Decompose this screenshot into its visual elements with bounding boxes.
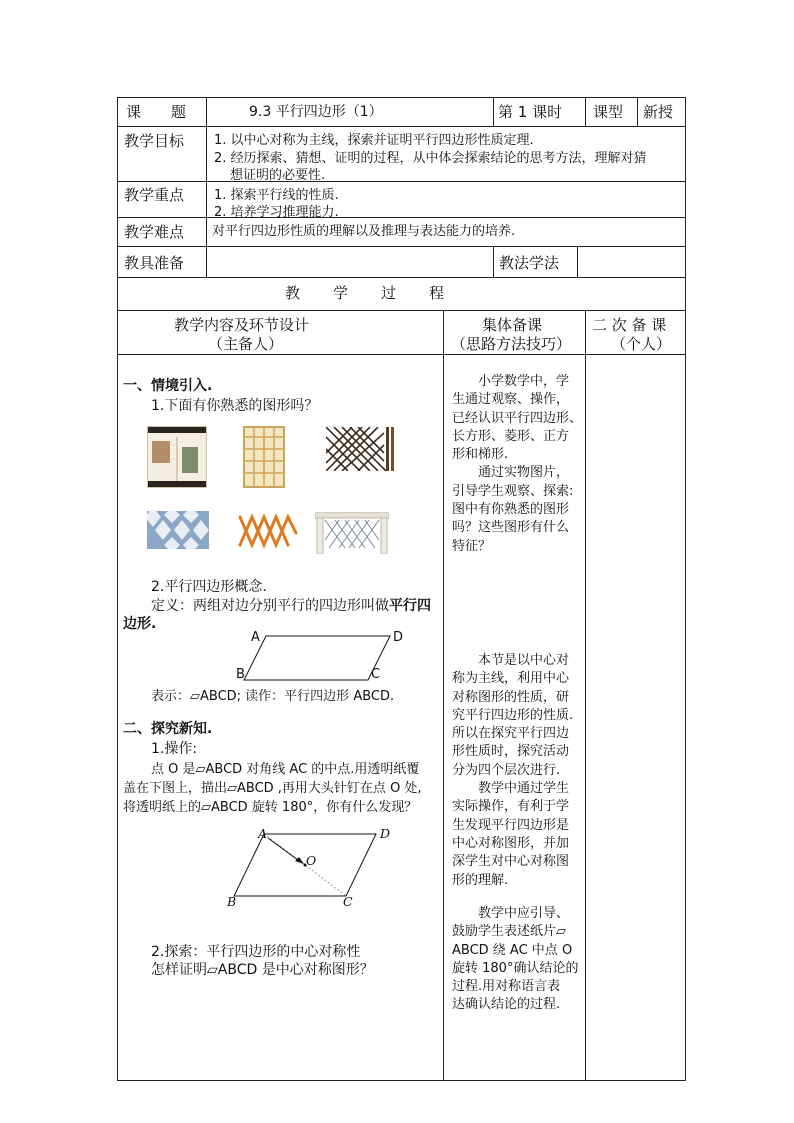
note-line: 究平行四边形的性质. — [452, 707, 574, 723]
wooden-crate-image — [242, 425, 286, 489]
expandable-lattice-image — [238, 513, 298, 549]
concept-title: 2.平行四边形概念. — [151, 579, 267, 595]
rot-vertex-c-label: C — [343, 894, 353, 909]
note-line: 引导学生观察、探索: — [452, 483, 574, 499]
note-line: 形性质时，探究活动 — [452, 744, 570, 760]
collective-note-2 — [452, 652, 584, 890]
definition-line-2: 边形. — [123, 616, 157, 632]
content-column-title: 教学内容及环节设计 — [174, 316, 310, 334]
note-line: 本节是以中心对 — [478, 653, 570, 668]
note-line: 特征？ — [452, 538, 492, 554]
note-line: 达确认结论的过程. — [452, 997, 561, 1013]
method-label: 教法学法 — [499, 254, 560, 272]
note-line: 形的理解. — [452, 872, 509, 888]
type-label: 课型 — [593, 103, 624, 121]
note-line: 深学生对中心对称图 — [452, 854, 570, 870]
rot-vertex-b-label: B — [227, 894, 237, 909]
difficulties-label: 教学难点 — [124, 223, 185, 241]
key-point-1: 1. 探索平行线的性质. — [214, 188, 339, 203]
definition-term: 平行四 — [389, 598, 431, 614]
process-title: 教 学 过 程 — [285, 284, 446, 302]
collective-note-1 — [452, 373, 584, 556]
rot-vertex-a-label: A — [258, 826, 268, 841]
explore-title: 2.探索：平行四边形的中心对称性 — [151, 944, 361, 960]
difficulties-text: 对平行四边形性质的理解以及推理与表达能力的培养. — [212, 224, 516, 239]
question-1: 1.下面有你熟悉的图形吗？ — [151, 398, 319, 414]
note-line: 分为四个层次进行. — [452, 762, 561, 778]
rotation-diagram — [224, 826, 394, 910]
note-line: 实际操作，有利于学 — [452, 799, 570, 815]
type-value: 新授 — [643, 103, 674, 121]
note-line: 已经认识平行四边形、 — [452, 410, 583, 426]
second-column-title: 二 次 备 课 — [592, 316, 667, 334]
note-line: 长方形、菱形、正方 — [452, 428, 570, 444]
collective-column-sub: （思路方法技巧） — [451, 335, 572, 353]
definition-text: 定义：两组对边分别平行的四边形叫做 — [151, 598, 389, 614]
definition-line-1 — [151, 595, 431, 615]
second-column-sub: （个人） — [611, 335, 672, 353]
note-line: ABCD 绕 AC 中点 O — [452, 942, 573, 958]
vertex-b-label: B — [236, 667, 245, 682]
note-line: 图中有你熟悉的图形 — [452, 502, 570, 518]
goal-item-3: 想证明的必要性. — [230, 168, 326, 183]
content-column-sub: （主备人） — [208, 335, 284, 353]
operation-line-2: 盖在下图上，描出▱ABCD ,再用大头针钉在点 O 处, — [123, 781, 422, 796]
operation-line-3: 将透明纸上的▱ABCD 旋转 180°，你有什么发现？ — [123, 800, 418, 815]
vertex-c-label: C — [371, 667, 381, 682]
patterned-tile-image — [147, 511, 209, 549]
note-line: 过程.用对称语言表 — [452, 979, 561, 995]
vertex-d-label: D — [393, 630, 404, 645]
topic-label: 课 题 — [126, 103, 187, 121]
goals-label: 教学目标 — [124, 132, 185, 150]
parallelogram-diagram — [240, 628, 410, 686]
note-line: 形和梯形. — [452, 447, 509, 463]
goal-item-2: 2. 经历探索、猜想、证明的过程，从中体会探索结论的思考方法，理解对猜 — [214, 151, 647, 166]
rot-center-o-label: O — [306, 853, 317, 868]
vertex-a-label: A — [251, 630, 260, 645]
operation-title: 1.操作: — [151, 741, 198, 757]
key-point-2: 2. 培养学习推理能力. — [214, 205, 339, 220]
goal-item-1: 1. 以中心对称为主线，探索并证明平行四边形性质定理. — [214, 133, 534, 148]
note-line: 吗？这些图形有什么 — [452, 520, 570, 536]
tools-label: 教具准备 — [124, 254, 185, 272]
section-2-title: 二、探究新知. — [123, 721, 213, 737]
image-gallery — [143, 421, 399, 556]
note-line: 生发现平行四边形是 — [452, 817, 570, 833]
explore-question: 怎样证明▱ABCD 是中心对称图形？ — [151, 962, 374, 978]
note-line: 所以在探究平行四边 — [452, 726, 570, 742]
section-1-title: 一、情境引入. — [123, 378, 213, 394]
collective-column-title: 集体备课 — [482, 316, 543, 334]
note-line: 小学数学中，学 — [478, 374, 570, 389]
note-line: 对称图形的性质，研 — [452, 689, 570, 705]
notation-text: 表示：▱ABCD; 读作：平行四边形 ABCD. — [151, 689, 395, 704]
period-value: 第 1 课时 — [498, 103, 563, 121]
operation-line-1: 点 O 是▱ABCD 对角线 AC 的中点.用透明纸覆 — [151, 762, 420, 777]
note-line: 教学中应引导、 — [478, 906, 570, 921]
collective-note-3 — [452, 905, 584, 1015]
note-line: 称为主线，利用中心 — [452, 671, 570, 687]
topic-value: 9.3 平行四边形（1） — [249, 104, 383, 120]
note-line: 旋转 180°确认结论的 — [452, 960, 579, 976]
note-line: 鼓励学生表述纸片▱ — [452, 924, 566, 940]
note-line: 教学中通过学生 — [478, 781, 570, 797]
gate-image — [315, 512, 389, 554]
lantern-image — [147, 426, 207, 488]
key-points-label: 教学重点 — [124, 186, 185, 204]
note-line: 中心对称图形，并加 — [452, 835, 570, 851]
note-line: 通过实物图片， — [478, 465, 570, 481]
rot-vertex-d-label: D — [380, 826, 391, 841]
note-line: 生通过观察、操作， — [452, 392, 570, 408]
lattice-fence-image — [326, 427, 396, 471]
